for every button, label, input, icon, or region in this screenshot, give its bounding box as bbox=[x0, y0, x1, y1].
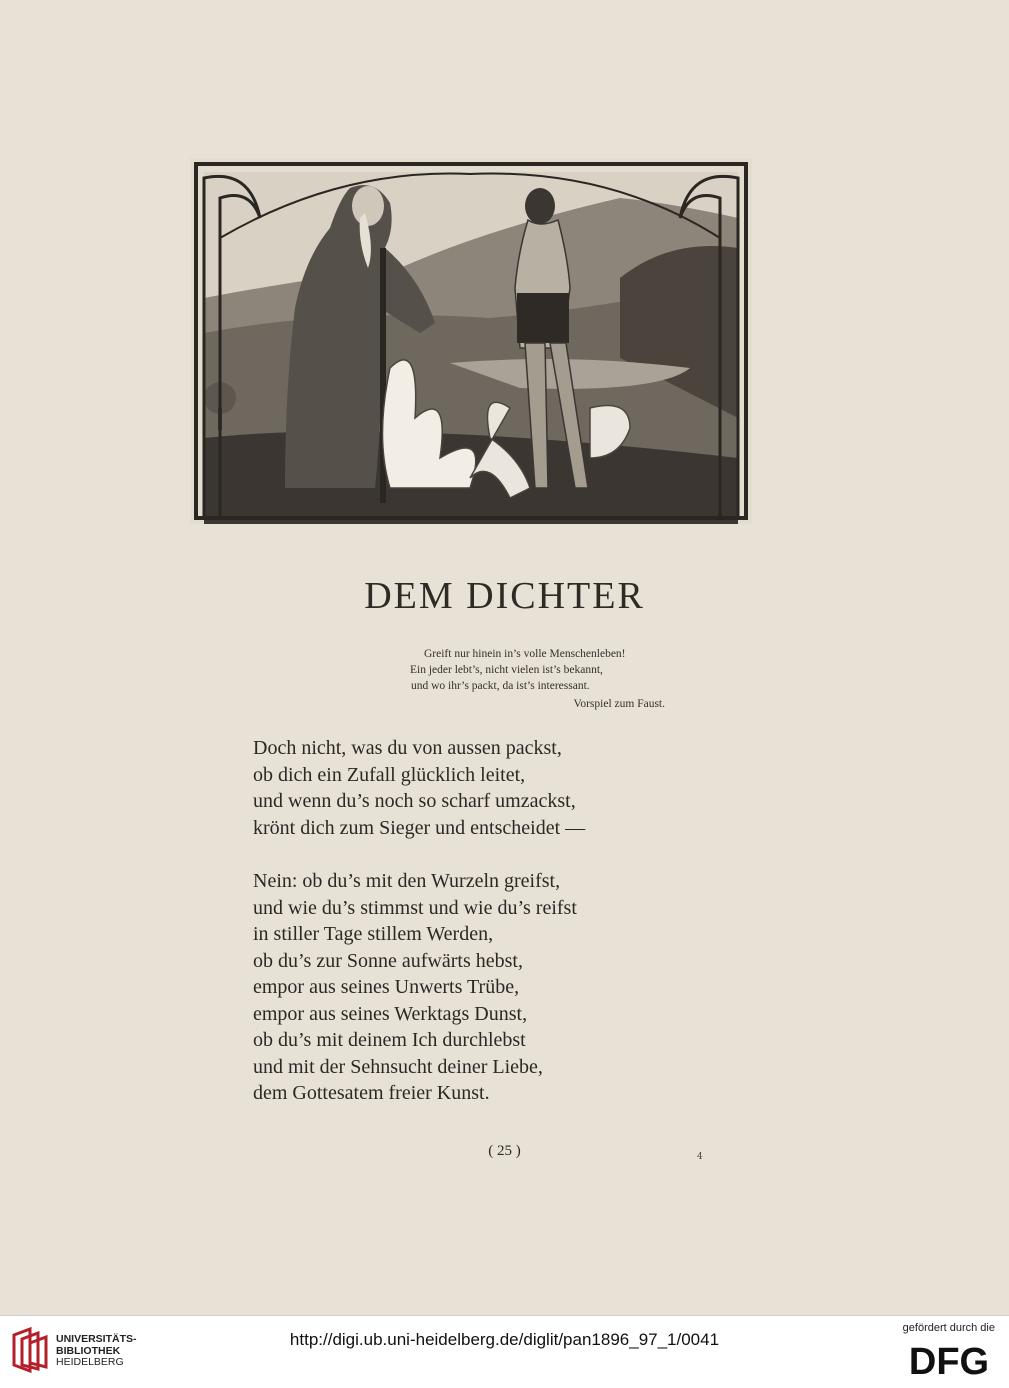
motto-epigraph bbox=[395, 646, 665, 712]
motto-line: Greift nur hinein in’s volle Menschenleben! bbox=[424, 648, 626, 660]
viewer-footer bbox=[0, 1315, 1009, 1388]
verse-line: und mit der Sehnsucht deiner Liebe, bbox=[253, 1055, 543, 1078]
vignette-illustration bbox=[190, 158, 752, 524]
page-number: ( 25 ) bbox=[488, 1143, 521, 1159]
signature-mark: 4 bbox=[697, 1152, 703, 1162]
stanza-1 bbox=[253, 735, 673, 841]
verse-line: in stiller Tage stillem Werden, bbox=[253, 923, 494, 945]
verse-line: krönt dich zum Sieger und entscheidet — bbox=[253, 816, 586, 839]
poem-title: DEM DICHTER bbox=[364, 575, 645, 617]
library-name-line: BIBLIOTHEK bbox=[56, 1344, 121, 1357]
permalink[interactable]: http://digi.ub.uni-heidelberg.de/diglit/pan1896_97_1/0041 bbox=[289, 1330, 720, 1349]
library-name-line: HEIDELBERG bbox=[56, 1356, 124, 1368]
verse-line: und wenn du’s noch so scharf umzackst, bbox=[253, 790, 576, 812]
motto-line: und wo ihr’s packt, da ist’s interessant. bbox=[411, 680, 590, 692]
verse-line: ob dich ein Zufall glücklich leitet, bbox=[253, 763, 526, 786]
motto-line: Ein jeder lebt’s, nicht vielen ist’s bekannt, bbox=[410, 664, 603, 676]
motto-source: Vorspiel zum Faust. bbox=[573, 698, 665, 710]
funded-by-label: gefördert durch die bbox=[902, 1322, 995, 1334]
verse-line: empor aus seines Werktags Dunst, bbox=[253, 1002, 528, 1025]
verse-line: Nein: ob du’s mit den Wurzeln greifst, bbox=[253, 870, 561, 892]
dfg-logo-text: DFG bbox=[908, 1341, 990, 1380]
verse-line: dem Gottesatem freier Kunst. bbox=[253, 1082, 490, 1104]
poem-body bbox=[253, 735, 673, 1134]
verse-line: Doch nicht, was du von aussen packst, bbox=[253, 737, 562, 759]
verse-line: und wie du’s stimmst und wie du’s reifst bbox=[253, 896, 577, 919]
verse-line: empor aus seines Unwerts Trübe, bbox=[253, 976, 520, 998]
verse-line: ob du’s mit deinem Ich durchlebst bbox=[253, 1029, 526, 1051]
library-name-line: UNIVERSITÄTS- bbox=[56, 1333, 137, 1345]
dfg-logo-icon[interactable] bbox=[901, 1340, 997, 1380]
verse-line: ob du’s zur Sonne aufwärts hebst, bbox=[253, 949, 523, 972]
stanza-2 bbox=[253, 868, 673, 1107]
